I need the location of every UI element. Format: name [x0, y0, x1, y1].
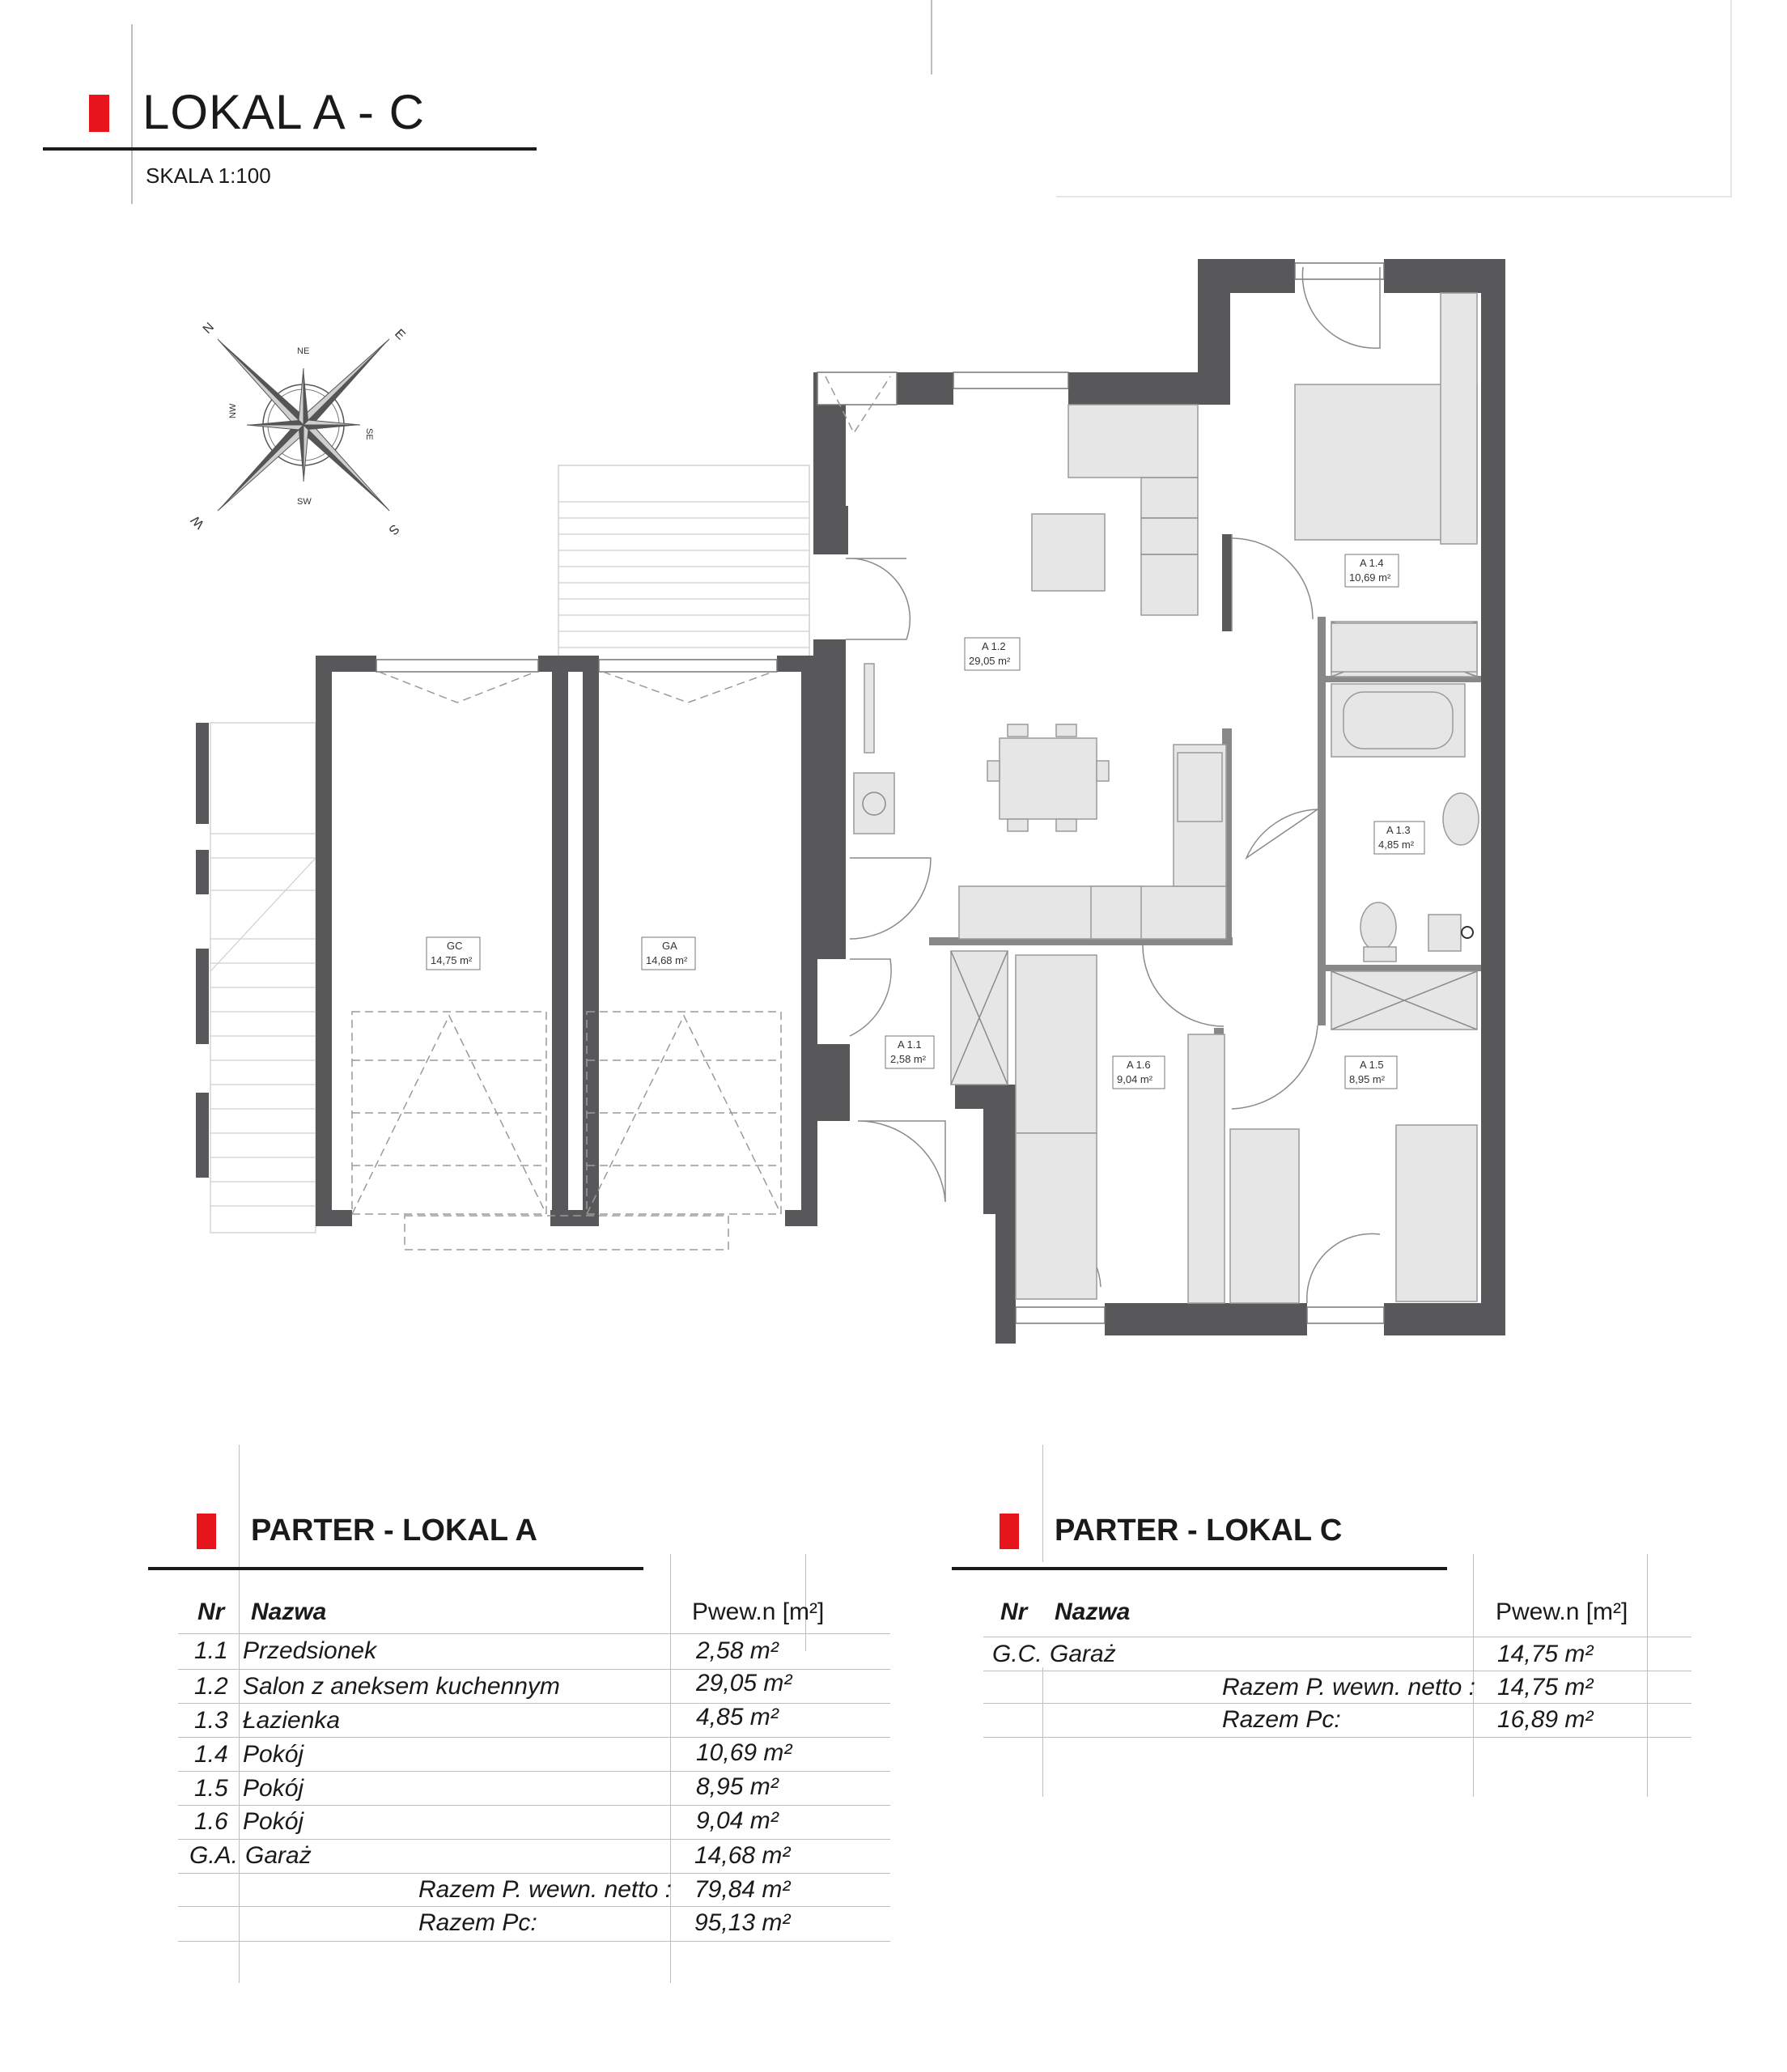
compass-label-ne: NE	[297, 346, 310, 356]
table-a-header-name: Nazwa	[251, 1599, 327, 1625]
svg-text:4,85 m²: 4,85 m²	[1378, 839, 1415, 851]
svg-text:A 1.4: A 1.4	[1360, 557, 1384, 569]
furniture	[854, 293, 1479, 1303]
exterior-stairs	[196, 723, 316, 1233]
svg-text:A 1.1: A 1.1	[898, 1038, 922, 1051]
svg-text:A 1.3: A 1.3	[1386, 824, 1411, 836]
svg-text:29,05 m²: 29,05 m²	[969, 655, 1011, 667]
scale-label: SKALA 1:100	[146, 163, 271, 188]
compass-label-n: N	[200, 320, 218, 337]
table-a-red-marker	[197, 1514, 216, 1549]
svg-text:8,95 m²: 8,95 m²	[1349, 1073, 1386, 1085]
room-label-gc	[427, 937, 480, 970]
header-guide-line-horizontal	[1056, 196, 1732, 197]
compass-label-w: W	[189, 512, 207, 532]
svg-text:GC: GC	[447, 940, 463, 952]
table-c-header-area: Pwew.n [m²]	[1496, 1599, 1628, 1625]
table-c-header-nr: Nr	[1000, 1599, 1028, 1625]
svg-text:A 1.5: A 1.5	[1360, 1059, 1384, 1071]
compass-label-nw: NW	[228, 403, 238, 418]
floor-plan	[0, 243, 1787, 1376]
terrace-deck	[558, 465, 809, 660]
room-label-a13	[1374, 822, 1424, 854]
table-a-header-area: Pwew.n [m²]	[692, 1599, 825, 1625]
table-c-red-marker	[1000, 1514, 1019, 1549]
table-c-guide-vertical	[1042, 1445, 1043, 1562]
table-a-guide-vertical	[239, 1445, 240, 1983]
header-guide-line-right-edge	[1730, 0, 1732, 197]
title-underline	[43, 147, 537, 151]
table-c-header-name: Nazwa	[1055, 1599, 1131, 1625]
svg-text:14,75 m²: 14,75 m²	[431, 954, 473, 966]
header-guide-line	[131, 24, 133, 204]
compass-label-sw: SW	[297, 497, 312, 507]
room-label-a12	[965, 638, 1020, 670]
svg-text:A 1.6: A 1.6	[1127, 1059, 1151, 1071]
room-label-a15	[1345, 1056, 1397, 1089]
table-a-title-underline	[148, 1567, 643, 1570]
table-c-title: PARTER - LOKAL C	[1055, 1514, 1343, 1548]
table-a-title: PARTER - LOKAL A	[251, 1514, 537, 1548]
compass-label-s: S	[385, 521, 402, 537]
title-red-marker	[89, 95, 109, 132]
svg-text:10,69 m²: 10,69 m²	[1349, 571, 1391, 584]
room-label-a16	[1113, 1056, 1165, 1089]
page-title: LOKAL A - C	[142, 85, 425, 139]
table-a-divider-area	[670, 1554, 671, 1983]
table-c-title-underline	[952, 1567, 1447, 1570]
svg-text:9,04 m²: 9,04 m²	[1117, 1073, 1153, 1085]
compass-label-se: SE	[364, 428, 374, 440]
svg-text:2,58 m²: 2,58 m²	[890, 1053, 927, 1065]
svg-text:GA: GA	[662, 940, 677, 952]
header-guide-line-right	[931, 0, 932, 74]
svg-text:14,68 m²: 14,68 m²	[646, 954, 688, 966]
table-c-divider-right	[1647, 1554, 1648, 1797]
room-label-a14	[1345, 554, 1399, 587]
garages	[316, 656, 817, 1250]
room-labels	[427, 554, 1424, 1089]
room-label-ga	[642, 937, 695, 970]
svg-text:A 1.2: A 1.2	[982, 640, 1006, 652]
table-a-header-nr: Nr	[197, 1599, 225, 1625]
room-label-a11	[885, 1036, 934, 1068]
compass-label-e: E	[392, 326, 408, 343]
